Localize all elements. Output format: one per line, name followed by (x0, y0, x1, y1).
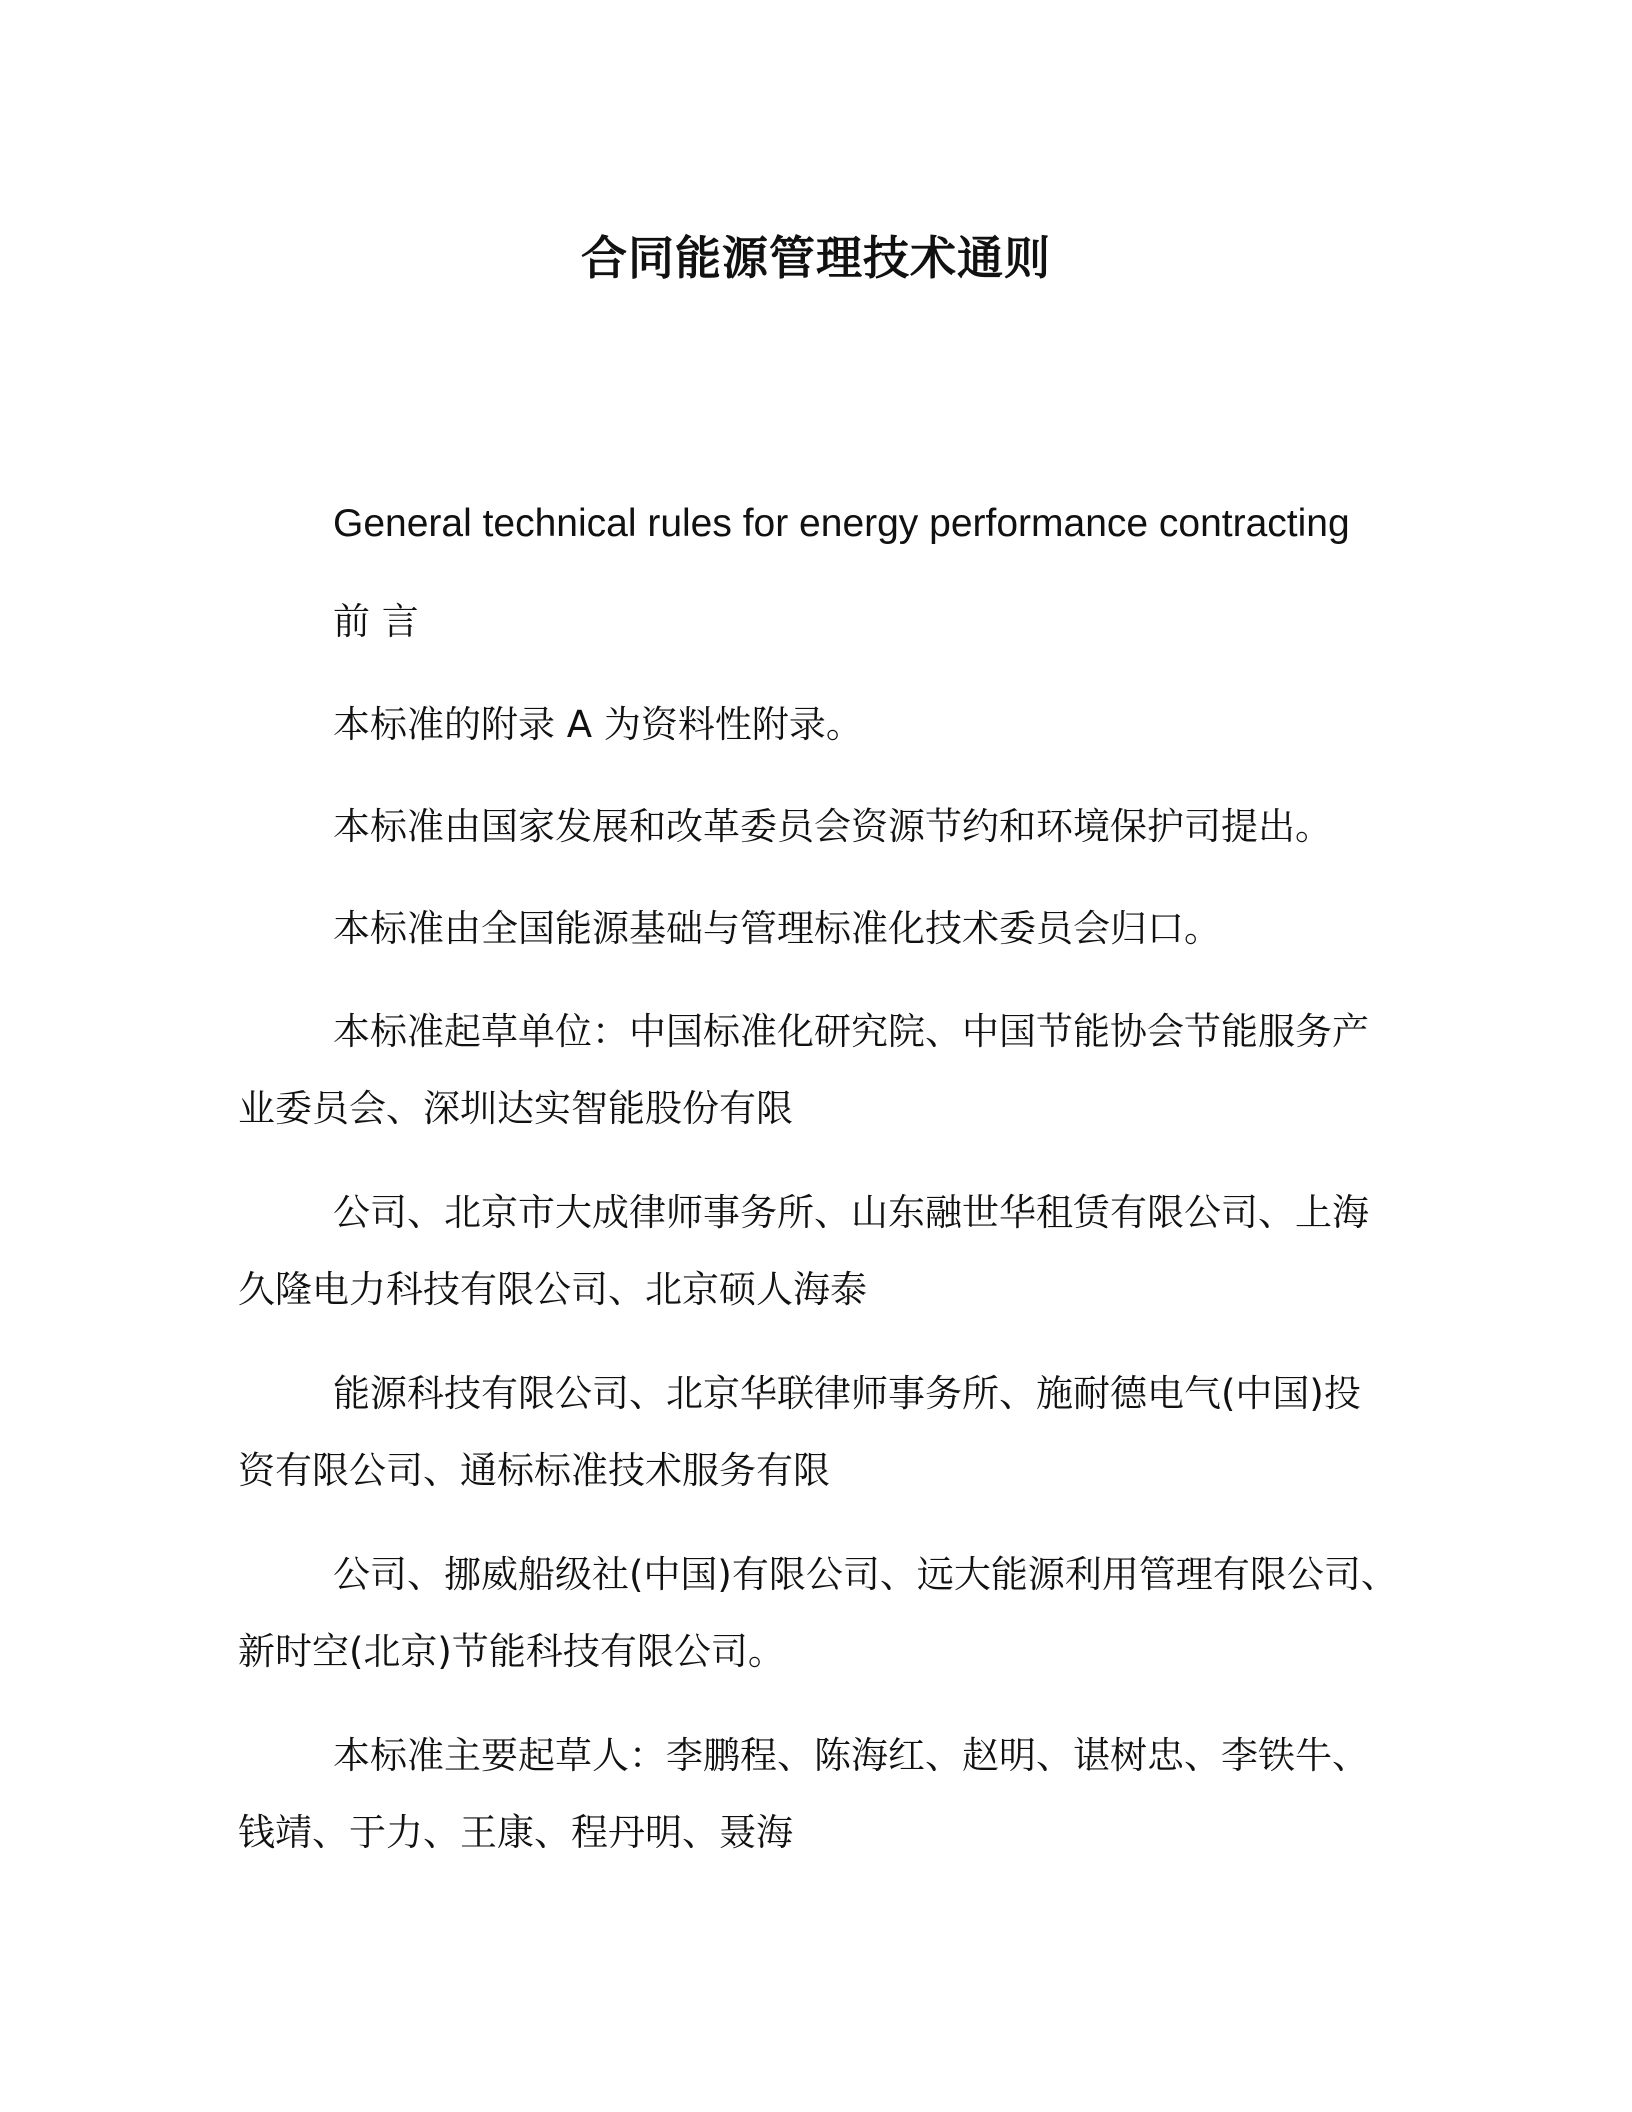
paragraph-drafting-units-cont1-line-2: 久隆电力科技有限公司、北京硕人海泰 (238, 1268, 867, 1311)
paragraph-proposer-line-1: 本标准由国家发展和改革委员会资源节约和环境保护司提出。 (333, 805, 1332, 848)
document-title: 合同能源管理技术通则 (581, 231, 1051, 285)
paragraph-drafters-line-1: 本标准主要起草人：李鹏程、陈海红、赵明、谌树忠、李铁牛、 (333, 1734, 1369, 1777)
paragraph-drafting-units-cont2-line-2: 资有限公司、通标标准技术服务有限 (238, 1449, 830, 1492)
paragraph-drafting-units-cont3-line-2: 新时空(北京)节能科技有限公司。 (238, 1630, 785, 1673)
preface-heading: 前 言 (333, 600, 419, 643)
paragraph-drafting-units-cont2-line-1: 能源科技有限公司、北京华联律师事务所、施耐德电气(中国)投 (333, 1372, 1361, 1415)
paragraph-drafting-units-line-2: 业委员会、深圳达实智能股份有限 (238, 1087, 793, 1130)
paragraph-drafters-line-2: 钱靖、于力、王康、程丹明、聂海 (238, 1811, 793, 1854)
paragraph-drafting-units-cont1-line-1: 公司、北京市大成律师事务所、山东融世华租赁有限公司、上海 (333, 1191, 1369, 1234)
paragraph-committee-line-1: 本标准由全国能源基础与管理标准化技术委员会归口。 (333, 907, 1221, 950)
paragraph-drafting-units-line-1: 本标准起草单位：中国标准化研究院、中国节能协会节能服务产 (333, 1010, 1369, 1053)
english-title: General technical rules for energy performance contracting (333, 502, 1350, 545)
paragraph-appendix-line-1: 本标准的附录 A 为资料性附录。 (333, 703, 863, 746)
paragraph-drafting-units-cont3-line-1: 公司、挪威船级社(中国)有限公司、远大能源利用管理有限公司、 (333, 1553, 1398, 1596)
